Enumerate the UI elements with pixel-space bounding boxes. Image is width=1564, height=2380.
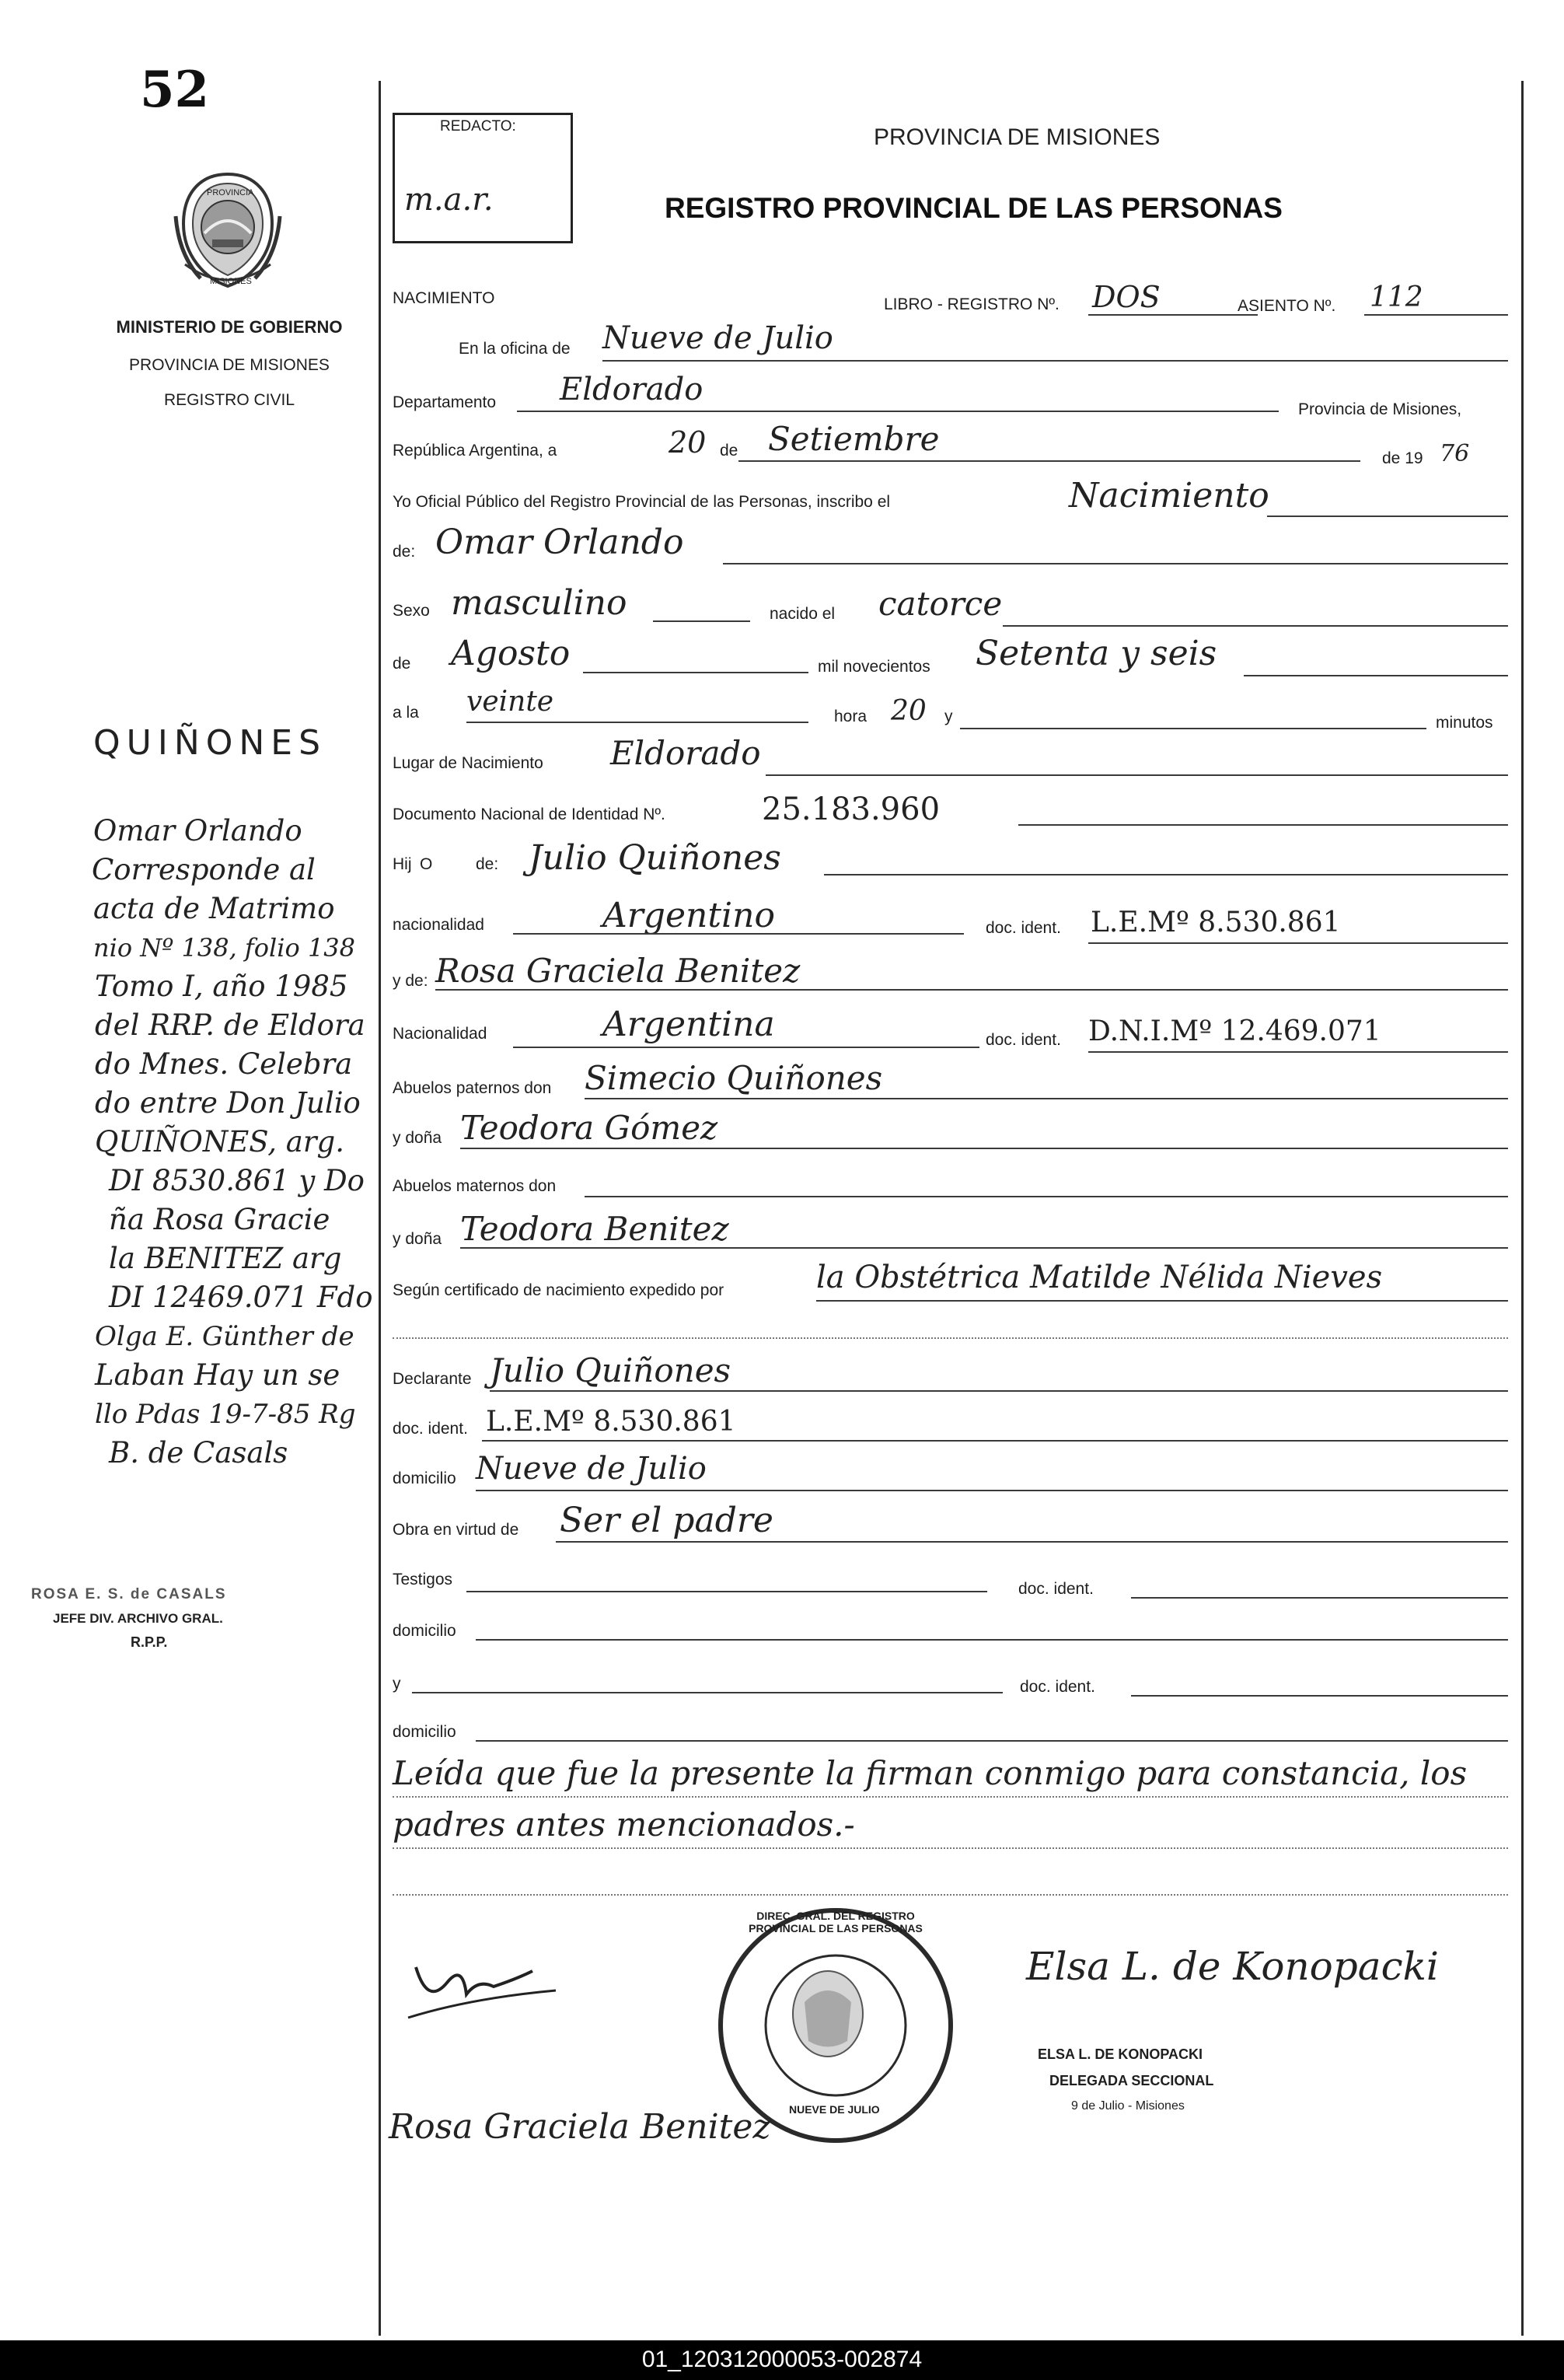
civil-registry: REGISTRO CIVIL: [163, 391, 295, 409]
province-left: PROVINCIA DE MISIONES: [129, 356, 330, 374]
abuelo-pat-line: [585, 1098, 1508, 1099]
hora-label: hora: [834, 708, 868, 725]
margin-line: acta de Matrimo: [93, 892, 335, 925]
domicilio-line: [476, 1490, 1508, 1491]
republica-label: República Argentina, a: [393, 442, 557, 460]
margin-line: Laban Hay un se: [95, 1358, 340, 1392]
anio-nac-value: Setenta y seis: [976, 634, 1217, 673]
oficial-value: Nacimiento: [1069, 476, 1269, 515]
doc-padre-value: L.E.Mº 8.530.861: [1091, 907, 1341, 938]
abuela-pat-value: Teodora Gómez: [460, 1109, 718, 1147]
obra-label: Obra en virtud de: [393, 1521, 519, 1539]
oficina-label: En la oficina de: [459, 340, 571, 358]
oficial-label: Yo Oficial Público del Registro Provincial de las Personas, inscribo el: [393, 493, 891, 511]
form-right-border: [1521, 81, 1524, 2336]
domicilio-t1-line: [476, 1639, 1508, 1641]
margin-line: QUIÑONES, arg.: [95, 1125, 344, 1159]
madre-line: [435, 989, 1508, 991]
seal-bottom-text: MISIONES: [210, 277, 252, 286]
nombre-value: Omar Orlando: [435, 522, 684, 562]
margin-line: nio Nº 138, folio 138: [93, 933, 356, 963]
asiento-label: ASIENTO Nº.: [1238, 297, 1336, 315]
margin-line: do Mnes. Celebra: [95, 1047, 353, 1081]
testigos-label: Testigos: [393, 1571, 453, 1588]
domicilio-t2-label: domicilio: [393, 1723, 456, 1741]
testigo2-line: [412, 1692, 1003, 1693]
doc-test2-line: [1131, 1695, 1508, 1697]
hijo-label: Hij: [393, 855, 412, 873]
mes-nac-line: [583, 672, 808, 673]
de-mes-label: de: [393, 655, 411, 673]
abuelo-pat-value: Simecio Quiñones: [585, 1059, 883, 1097]
doc-padre-label: doc. ident.: [986, 919, 1061, 937]
doc-test1-label: doc. ident.: [1018, 1580, 1094, 1598]
asiento-line: [1364, 314, 1508, 316]
declarante-value: Julio Quiñones: [490, 1351, 731, 1389]
doc-madre-value: D.N.I.Mº 12.469.071: [1088, 1015, 1381, 1047]
hora-texto-value: veinte: [466, 686, 554, 718]
margin-line: B. de Casals: [109, 1436, 288, 1470]
margin-line: del RRP. de Eldora: [95, 1008, 365, 1042]
hora-value: 20: [891, 695, 927, 727]
hijo-value: O: [420, 855, 433, 873]
anio-value: 76: [1440, 440, 1470, 467]
margin-line: DI 8530.861 y Do: [109, 1164, 365, 1197]
round-seal-inner: NUEVE DE JULIO: [789, 2103, 880, 2116]
departamento-label: Departamento: [393, 393, 497, 411]
official-signature: Elsa L. de Konopacki: [1026, 1944, 1439, 1989]
margin-stamp-line1: ROSA E. S. de CASALS: [31, 1586, 227, 1602]
margin-line: Tomo I, año 1985: [95, 970, 348, 1003]
page-left-edge: [0, 0, 34, 2340]
y-de-label: y de:: [393, 972, 428, 990]
nac-padre-value: Argentino: [602, 896, 775, 935]
sexo-line: [653, 620, 750, 622]
dia-value: 20: [669, 425, 707, 460]
y-label: y: [944, 708, 953, 725]
official-stamp-line2: DELEGADA SECCIONAL: [1049, 2073, 1214, 2088]
libro-label: LIBRO - REGISTRO Nº.: [884, 295, 1060, 313]
closing-rule-2: [393, 1847, 1508, 1849]
redacto-value: m.a.r.: [404, 182, 494, 218]
lugar-line: [766, 774, 1508, 776]
abuelo-mat-line: [585, 1196, 1508, 1197]
a-la-label: a la: [393, 704, 419, 722]
nac-padre-label: nacionalidad: [393, 916, 484, 934]
mes-nac-value: Agosto: [451, 634, 571, 673]
nac-madre-value: Argentina: [602, 1005, 775, 1044]
lugar-label: Lugar de Nacimiento: [393, 754, 543, 772]
domicilio-value: Nueve de Julio: [476, 1451, 707, 1487]
registry-title: REGISTRO PROVINCIAL DE LAS PERSONAS: [665, 192, 1283, 224]
redacto-box: [393, 113, 573, 243]
doc-madre-line: [1088, 1051, 1508, 1053]
declarante-label: Declarante: [393, 1370, 472, 1388]
minutos-label: minutos: [1436, 714, 1493, 732]
margin-line: la BENITEZ arg: [109, 1242, 342, 1275]
margin-line: ña Rosa Gracie: [109, 1203, 330, 1236]
ministry-name: MINISTERIO DE GOBIERNO: [116, 317, 343, 337]
certificado-line: [816, 1300, 1508, 1302]
doc-decl-label: doc. ident.: [393, 1420, 468, 1438]
abuela-mat-value: Teodora Benitez: [460, 1210, 729, 1248]
margin-stamp-line2: JEFE DIV. ARCHIVO GRAL.: [53, 1611, 223, 1626]
official-stamp-line3: 9 de Julio - Misiones: [1071, 2099, 1185, 2113]
province-title: PROVINCIA DE MISIONES: [874, 124, 1161, 150]
republica-line: [738, 460, 1360, 462]
closing-rule-3: [393, 1894, 1508, 1896]
official-stamp-line1: ELSA L. DE KONOPACKI: [1038, 2046, 1203, 2062]
doc-test2-label: doc. ident.: [1020, 1678, 1095, 1696]
redacto-label: REDACTO:: [440, 118, 516, 135]
closing-rule-1: [393, 1796, 1508, 1798]
certificado-value: la Obstétrica Matilde Nélida Nieves: [816, 1260, 1383, 1295]
abuela-mat-line: [460, 1247, 1508, 1249]
dni-value: 25.183.960: [762, 792, 941, 827]
act-type-label: NACIMIENTO: [393, 289, 495, 307]
nac-madre-line: [513, 1047, 979, 1048]
oficina-value: Nueve de Julio: [602, 320, 833, 356]
nacido-value: catorce: [878, 585, 1003, 623]
oficial-line: [1267, 515, 1508, 517]
obra-value: Ser el padre: [560, 1501, 773, 1540]
closing-text-line2: padres antes mencionados.-: [393, 1805, 855, 1844]
padre-value: Julio Quiñones: [529, 838, 781, 878]
y-dona2-label: y doña: [393, 1230, 442, 1248]
nac-padre-line: [513, 933, 964, 935]
hora-texto-line: [466, 722, 808, 723]
abuela-pat-line: [460, 1148, 1508, 1149]
y-dona-label: y doña: [393, 1129, 442, 1147]
margin-stamp-line3: R.P.P.: [131, 1634, 168, 1650]
coat-of-arms-icon: [169, 170, 286, 294]
nacido-label: nacido el: [770, 605, 836, 623]
margin-line: do entre Don Julio: [95, 1086, 361, 1120]
doc-decl-line: [482, 1440, 1508, 1442]
nacido-line: [1003, 625, 1508, 627]
mes-value: Setiembre: [768, 420, 940, 458]
obra-line: [556, 1541, 1508, 1543]
margin-surname: QUIÑONES: [93, 723, 327, 763]
page-number: 52: [140, 61, 210, 119]
departamento-line: [517, 411, 1279, 412]
libro-line: [1088, 314, 1258, 316]
provincia-label: Provincia de Misiones,: [1298, 400, 1462, 418]
doc-padre-line: [1088, 942, 1508, 944]
margin-line: Olga E. Günther de: [95, 1321, 354, 1352]
certificado-line-2: [393, 1337, 1508, 1339]
dni-line: [1018, 824, 1508, 826]
sexo-label: Sexo: [393, 602, 430, 620]
anio-nac-line: [1244, 675, 1508, 676]
abuelos-pat-label: Abuelos paternos don: [393, 1079, 552, 1097]
domicilio-label: domicilio: [393, 1470, 456, 1487]
closing-text-line1: Leída que fue la presente la firman conmigo para constancia, los: [393, 1754, 1468, 1792]
seal-top-text: PROVINCIA: [207, 188, 254, 197]
margin-line: Omar Orlando: [93, 814, 302, 848]
testigo1-line: [466, 1591, 987, 1592]
domicilio-t2-line: [476, 1740, 1508, 1742]
file-id: 01_120312000053-002874: [641, 2347, 923, 2372]
doc-decl-value: L.E.Mº 8.530.861: [486, 1406, 736, 1438]
round-seal-text: DIREC. GRAL. DEL REGISTRO PROVINCIAL DE LAS PERSONAS: [749, 1910, 923, 1934]
father-signature-icon: [400, 1952, 571, 2022]
domicilio-t1-label: domicilio: [393, 1622, 456, 1640]
de-anio-label: de 19: [1382, 449, 1423, 467]
doc-test1-line: [1131, 1597, 1508, 1599]
margin-line: Corresponde al: [92, 853, 316, 886]
form-left-border: [379, 81, 381, 2336]
certificado-label: Según certificado de nacimiento expedido por: [393, 1281, 724, 1299]
hijo-de-label: de:: [476, 855, 499, 873]
mother-signature: Rosa Graciela Benitez: [389, 2107, 771, 2147]
asiento-value: 112: [1370, 281, 1423, 313]
margin-line: llo Pdas 19-7-85 Rg: [95, 1399, 356, 1430]
margin-note: [47, 812, 373, 1473]
declarante-line: [490, 1390, 1508, 1392]
margin-line: DI 12469.071 Fdo: [109, 1281, 373, 1314]
lugar-value: Eldorado: [610, 734, 761, 772]
sexo-value: masculino: [451, 583, 627, 623]
nombre-line: [723, 563, 1508, 564]
doc-madre-label: doc. ident.: [986, 1031, 1061, 1049]
dni-label: Documento Nacional de Identidad Nº.: [393, 806, 665, 823]
de-label: de: [720, 442, 738, 460]
mil-label: mil novecientos: [818, 658, 930, 676]
madre-value: Rosa Graciela Benitez: [435, 952, 801, 990]
de-nombre-label: de:: [393, 543, 416, 561]
libro-value: DOS: [1092, 280, 1161, 314]
departamento-value: Eldorado: [560, 372, 703, 407]
nac-madre-label: Nacionalidad: [393, 1025, 487, 1043]
minutos-line: [960, 728, 1426, 729]
oficina-line: [602, 360, 1508, 362]
padre-line: [824, 874, 1508, 875]
y-test-label: y: [393, 1675, 401, 1693]
abuelos-mat-label: Abuelos maternos don: [393, 1177, 557, 1195]
